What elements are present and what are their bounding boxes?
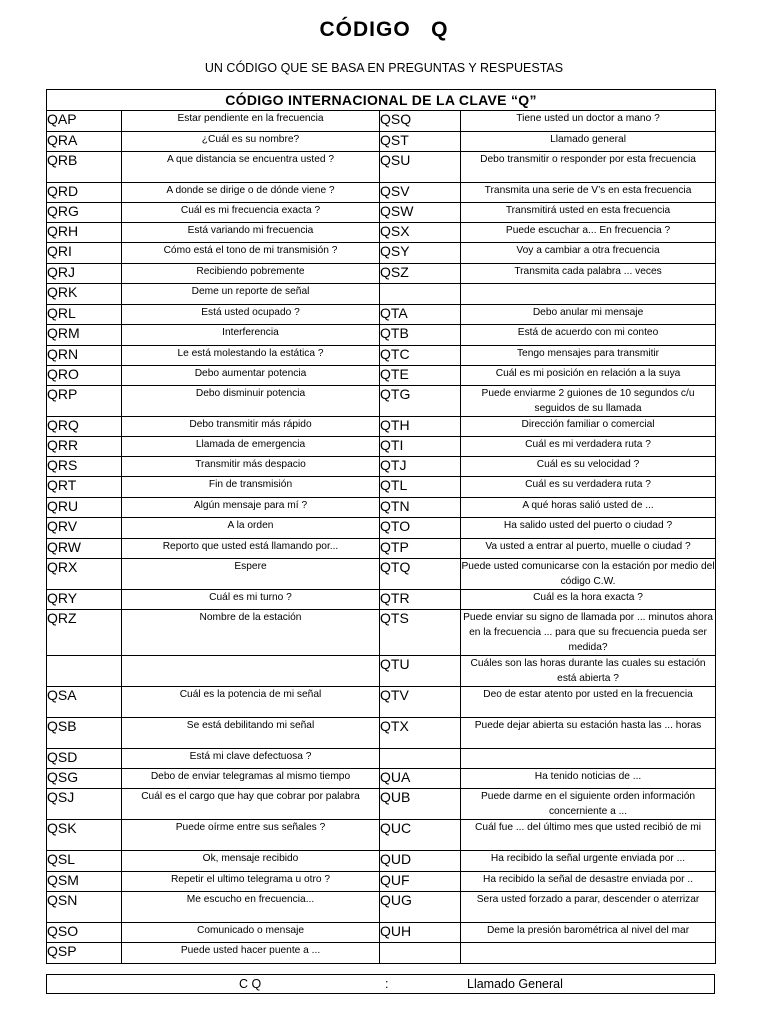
description-cell: Deme un reporte de señal: [122, 284, 380, 305]
code-cell: [380, 749, 461, 769]
table-row: [47, 132, 716, 152]
code-cell: QTC: [380, 346, 461, 366]
description-cell: Deme la presión barométrica al nivel del mar: [461, 923, 716, 943]
description-cell: A qué horas salió usted de ...: [461, 498, 716, 518]
code-cell: QTU: [380, 656, 461, 687]
table-row: [47, 820, 716, 851]
table-row: [47, 346, 716, 366]
description-cell: Dirección familiar o comercial: [461, 417, 716, 437]
table-row: [47, 610, 716, 656]
description-cell: Se está debilitando mi señal: [122, 718, 380, 749]
code-cell: QSA: [47, 687, 122, 718]
code-cell: QTH: [380, 417, 461, 437]
description-cell: Puede usted hacer puente a ...: [122, 943, 380, 964]
description-cell: A la orden: [122, 518, 380, 539]
code-cell: QTR: [380, 590, 461, 610]
table-row: [47, 437, 716, 457]
code-cell: QRA: [47, 132, 122, 152]
table-row: [47, 366, 716, 386]
description-cell: Puede oírme entre sus señales ?: [122, 820, 380, 851]
code-cell: [380, 943, 461, 964]
description-cell: Cuál es mi turno ?: [122, 590, 380, 610]
table-row: [47, 183, 716, 203]
table-row: [47, 687, 716, 718]
description-cell: Está de acuerdo con mi conteo: [461, 325, 716, 346]
code-cell: QTI: [380, 437, 461, 457]
description-cell: Va usted a entrar al puerto, muelle o ciudad ?: [461, 539, 716, 559]
code-cell: QTG: [380, 386, 461, 417]
description-cell: Puede darme en el siguiente orden información concerniente a ...: [461, 789, 716, 820]
description-cell: Está mi clave defectuosa ?: [122, 749, 380, 769]
page-title: CÓDIGO Q: [319, 18, 449, 41]
code-cell: QTP: [380, 539, 461, 559]
code-cell: QSY: [380, 243, 461, 264]
description-cell: Transmita cada palabra ... veces: [461, 264, 716, 284]
table-row: [47, 892, 716, 923]
description-cell: Cuál es la hora exacta ?: [461, 590, 716, 610]
page-subtitle: UN CÓDIGO QUE SE BASA EN PREGUNTAS Y RESPUESTAS: [204, 61, 564, 75]
code-cell: QTX: [380, 718, 461, 749]
code-cell: [47, 656, 122, 687]
footer-code: C Q: [239, 977, 262, 991]
code-cell: QSX: [380, 223, 461, 243]
description-cell: Puede dejar abierta su estación hasta las ... horas: [461, 718, 716, 749]
code-cell: QTE: [380, 366, 461, 386]
table-row: [47, 498, 716, 518]
code-cell: QSQ: [380, 111, 461, 132]
description-cell: Repetir el ultimo telegrama u otro ?: [122, 872, 380, 892]
table-title: CÓDIGO INTERNACIONAL DE LA CLAVE “Q”: [47, 90, 716, 111]
description-cell: Deo de estar atento por usted en la frecuencia: [461, 687, 716, 718]
table-row: [47, 111, 716, 132]
code-cell: QRI: [47, 243, 122, 264]
code-cell: QTV: [380, 687, 461, 718]
description-cell: Le está molestando la estática ?: [122, 346, 380, 366]
table-row: [47, 872, 716, 892]
description-cell: A donde se dirige o de dónde viene ?: [122, 183, 380, 203]
code-cell: QTJ: [380, 457, 461, 477]
table-row: [47, 305, 716, 325]
description-cell: Puede usted comunicarse con la estación por medio del código C.W.: [461, 559, 716, 590]
code-cell: QRS: [47, 457, 122, 477]
table-body: [47, 111, 716, 964]
code-cell: QUF: [380, 872, 461, 892]
description-cell: Espere: [122, 559, 380, 590]
code-cell: QUC: [380, 820, 461, 851]
table-row: [47, 284, 716, 305]
table-row: [47, 264, 716, 284]
description-cell: Nombre de la estación: [122, 610, 380, 656]
description-cell: Debo disminuir potencia: [122, 386, 380, 417]
code-cell: QRD: [47, 183, 122, 203]
code-cell: QRM: [47, 325, 122, 346]
code-cell: QRY: [47, 590, 122, 610]
description-cell: Transmitirá usted en esta frecuencia: [461, 203, 716, 223]
code-cell: QSZ: [380, 264, 461, 284]
description-cell: Ha recibido la señal de desastre enviada por ..: [461, 872, 716, 892]
code-cell: QTO: [380, 518, 461, 539]
code-cell: QRW: [47, 539, 122, 559]
description-cell: Tengo mensajes para transmitir: [461, 346, 716, 366]
description-cell: Debo aumentar potencia: [122, 366, 380, 386]
table-row: [47, 769, 716, 789]
code-cell: QTQ: [380, 559, 461, 590]
description-cell: Puede escuchar a... En frecuencia ?: [461, 223, 716, 243]
description-cell: A que distancia se encuentra usted ?: [122, 152, 380, 183]
code-cell: [380, 284, 461, 305]
table-row: [47, 851, 716, 872]
description-cell: Cómo está el tono de mi transmisión ?: [122, 243, 380, 264]
description-cell: Comunicado o mensaje: [122, 923, 380, 943]
code-cell: QRN: [47, 346, 122, 366]
code-cell: QRZ: [47, 610, 122, 656]
description-cell: Cuál es mi verdadera ruta ?: [461, 437, 716, 457]
description-cell: Llamado general: [461, 132, 716, 152]
table-row: [47, 417, 716, 437]
description-cell: Recibiendo pobremente: [122, 264, 380, 284]
code-cell: QRT: [47, 477, 122, 498]
description-cell: Voy a cambiar a otra frecuencia: [461, 243, 716, 264]
description-cell: Está usted ocupado ?: [122, 305, 380, 325]
code-cell: QUG: [380, 892, 461, 923]
code-cell: QSM: [47, 872, 122, 892]
table-row: [47, 152, 716, 183]
table-row: [47, 749, 716, 769]
code-cell: QRP: [47, 386, 122, 417]
description-cell: Puede enviar su signo de llamada por ... minutos ahora en la frecuencia ... para que su frecuencia pueda ser medida?: [461, 610, 716, 656]
description-cell: Interferencia: [122, 325, 380, 346]
q-code-table: [46, 89, 716, 964]
code-cell: QRO: [47, 366, 122, 386]
description-cell: [461, 284, 716, 305]
description-cell: [122, 656, 380, 687]
description-cell: Algún mensaje para mí ?: [122, 498, 380, 518]
description-cell: Transmita una serie de V’s en esta frecuencia: [461, 183, 716, 203]
description-cell: Está variando mi frecuencia: [122, 223, 380, 243]
table-row: [47, 477, 716, 498]
description-cell: Debo transmitir o responder por esta frecuencia: [461, 152, 716, 183]
description-cell: Puede enviarme 2 guiones de 10 segundos c/u seguidos de su llamada: [461, 386, 716, 417]
table-row: [47, 223, 716, 243]
description-cell: Cuál es su velocidad ?: [461, 457, 716, 477]
table-row: [47, 559, 716, 590]
code-cell: QAP: [47, 111, 122, 132]
description-cell: Reporto que usted está llamando por...: [122, 539, 380, 559]
description-cell: [461, 749, 716, 769]
code-cell: QRH: [47, 223, 122, 243]
footer-separator: :: [385, 977, 389, 991]
description-cell: Cuál es su verdadera ruta ?: [461, 477, 716, 498]
code-cell: QRX: [47, 559, 122, 590]
code-cell: QUD: [380, 851, 461, 872]
description-cell: Ha recibido la señal urgente enviada por ...: [461, 851, 716, 872]
code-cell: QRK: [47, 284, 122, 305]
code-cell: QSK: [47, 820, 122, 851]
description-cell: Ok, mensaje recibido: [122, 851, 380, 872]
code-cell: QSN: [47, 892, 122, 923]
description-cell: ¿Cuál es su nombre?: [122, 132, 380, 152]
code-cell: QSD: [47, 749, 122, 769]
code-cell: QUH: [380, 923, 461, 943]
description-cell: Debo de enviar telegramas al mismo tiempo: [122, 769, 380, 789]
code-cell: QRQ: [47, 417, 122, 437]
description-cell: Fin de transmisión: [122, 477, 380, 498]
code-cell: QSV: [380, 183, 461, 203]
code-cell: QSP: [47, 943, 122, 964]
table-row: [47, 718, 716, 749]
table-row: [47, 590, 716, 610]
description-cell: Estar pendiente en la frecuencia: [122, 111, 380, 132]
description-cell: Sera usted forzado a parar, descender o aterrizar: [461, 892, 716, 923]
footer-meaning: Llamado General: [467, 977, 563, 991]
code-cell: QSL: [47, 851, 122, 872]
description-cell: [461, 943, 716, 964]
code-cell: QRL: [47, 305, 122, 325]
table-row: [47, 457, 716, 477]
table-row: [47, 923, 716, 943]
description-cell: Debo anular mi mensaje: [461, 305, 716, 325]
code-cell: QST: [380, 132, 461, 152]
code-cell: QUB: [380, 789, 461, 820]
code-cell: QUA: [380, 769, 461, 789]
code-cell: QTB: [380, 325, 461, 346]
table-row: [47, 656, 716, 687]
code-cell: QSO: [47, 923, 122, 943]
code-cell: QRB: [47, 152, 122, 183]
code-cell: QTN: [380, 498, 461, 518]
code-cell: QRG: [47, 203, 122, 223]
code-cell: QSJ: [47, 789, 122, 820]
description-cell: Cuál es mi frecuencia exacta ?: [122, 203, 380, 223]
code-cell: QRR: [47, 437, 122, 457]
table-row: [47, 539, 716, 559]
table-row: [47, 943, 716, 964]
description-cell: Cuál es el cargo que hay que cobrar por palabra: [122, 789, 380, 820]
description-cell: Me escucho en frecuencia...: [122, 892, 380, 923]
code-cell: QTL: [380, 477, 461, 498]
description-cell: Llamada de emergencia: [122, 437, 380, 457]
code-cell: QSB: [47, 718, 122, 749]
code-cell: QSW: [380, 203, 461, 223]
description-cell: Cuáles son las horas durante las cuales su estación está abierta ?: [461, 656, 716, 687]
footer-box: [46, 974, 715, 994]
code-cell: QRV: [47, 518, 122, 539]
description-cell: Tiene usted un doctor a mano ?: [461, 111, 716, 132]
description-cell: Ha tenido noticias de ...: [461, 769, 716, 789]
code-cell: QTA: [380, 305, 461, 325]
description-cell: Cuál es la potencia de mi señal: [122, 687, 380, 718]
description-cell: Cuál fue ... del último mes que usted recibió de mi: [461, 820, 716, 851]
description-cell: Transmitir más despacio: [122, 457, 380, 477]
description-cell: Debo transmitir más rápido: [122, 417, 380, 437]
code-cell: QSG: [47, 769, 122, 789]
code-cell: QRJ: [47, 264, 122, 284]
table-row: [47, 789, 716, 820]
table-row: [47, 243, 716, 264]
table-row: [47, 386, 716, 417]
description-cell: Cuál es mi posición en relación a la suya: [461, 366, 716, 386]
table-row: [47, 518, 716, 539]
code-cell: QSU: [380, 152, 461, 183]
table-row: [47, 203, 716, 223]
table-row: [47, 325, 716, 346]
code-cell: QTS: [380, 610, 461, 656]
description-cell: Ha salido usted del puerto o ciudad ?: [461, 518, 716, 539]
code-cell: QRU: [47, 498, 122, 518]
